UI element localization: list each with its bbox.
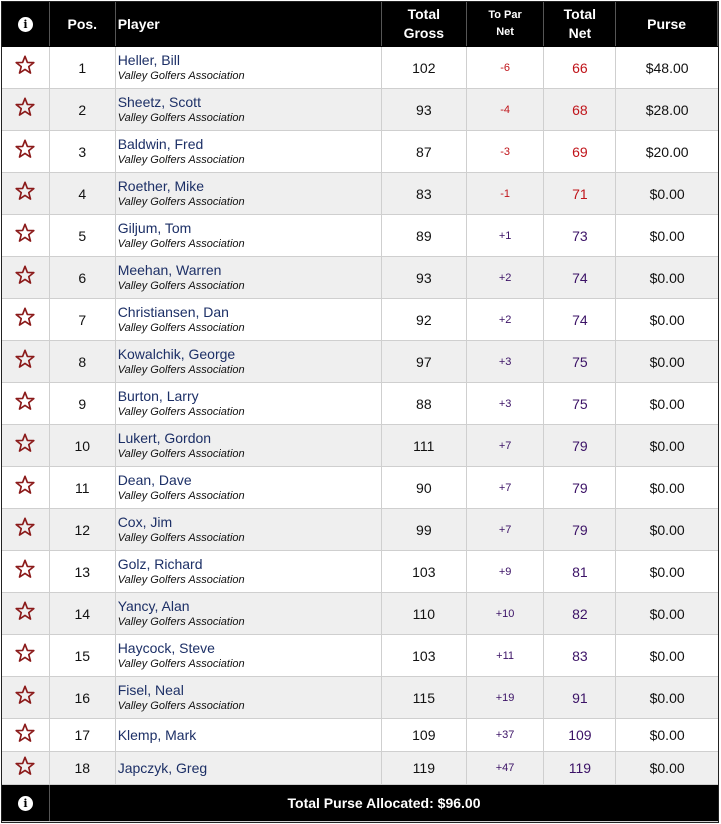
favorite-cell <box>2 467 50 508</box>
star-outline-icon[interactable] <box>14 684 36 711</box>
total-gross: 103 <box>382 635 467 676</box>
star-outline-icon[interactable] <box>14 642 36 669</box>
position: 4 <box>50 173 116 214</box>
header-net-line2: Net <box>568 25 592 41</box>
star-outline-icon[interactable] <box>14 600 36 627</box>
table-header <box>2 2 718 47</box>
to-par-net: +2 <box>467 257 545 298</box>
purse: $0.00 <box>649 689 685 706</box>
total-net: 79 <box>544 467 616 508</box>
player-name[interactable]: Klemp, Mark <box>117 727 197 743</box>
to-par-net: +11 <box>467 635 545 676</box>
position: 10 <box>50 425 116 466</box>
total-net: 73 <box>544 215 616 256</box>
header-total-gross[interactable] <box>382 2 467 46</box>
player-club: Valley Golfers Association <box>117 615 245 628</box>
table-row[interactable] <box>2 215 718 257</box>
total-gross: 89 <box>382 215 467 256</box>
position: 11 <box>50 467 116 508</box>
purse: $0.00 <box>649 479 685 496</box>
total-gross: 93 <box>382 89 467 130</box>
total-gross: 92 <box>382 299 467 340</box>
position: 3 <box>50 131 116 172</box>
purse: $48.00 <box>645 59 689 76</box>
total-gross: 111 <box>382 425 467 466</box>
favorite-cell <box>2 383 50 424</box>
to-par-net: +9 <box>467 551 545 592</box>
player-name[interactable]: Golz, Richard <box>117 555 203 572</box>
purse: $0.00 <box>649 353 685 370</box>
total-gross: 83 <box>382 173 467 214</box>
to-par-net: -1 <box>467 173 545 214</box>
total-net: 109 <box>544 719 616 751</box>
favorite-cell <box>2 131 50 172</box>
table-row[interactable] <box>2 257 718 299</box>
player-name[interactable]: Baldwin, Fred <box>117 135 204 152</box>
purse: $0.00 <box>649 311 685 328</box>
position: 15 <box>50 635 116 676</box>
table-row[interactable] <box>2 467 718 509</box>
purse: $20.00 <box>645 143 689 160</box>
favorite-cell <box>2 509 50 550</box>
total-net: 74 <box>544 299 616 340</box>
player-name[interactable]: Japczyk, Greg <box>117 760 208 776</box>
player-name[interactable]: Dean, Dave <box>117 471 192 488</box>
player-name[interactable]: Giljum, Tom <box>117 219 192 236</box>
player-name[interactable]: Lukert, Gordon <box>117 429 212 446</box>
star-outline-icon[interactable] <box>14 755 36 782</box>
table-row[interactable] <box>2 425 718 467</box>
total-gross: 119 <box>382 752 467 784</box>
player-club: Valley Golfers Association <box>117 489 245 502</box>
table-row[interactable] <box>2 173 718 215</box>
header-to-par-net[interactable] <box>467 2 545 46</box>
position: 5 <box>50 215 116 256</box>
star-outline-icon[interactable] <box>14 558 36 585</box>
player-cell <box>116 467 382 508</box>
purse: $0.00 <box>649 395 685 412</box>
table-row[interactable] <box>2 551 718 593</box>
player-cell <box>116 299 382 340</box>
player-cell <box>116 383 382 424</box>
footer-info-cell <box>2 785 50 821</box>
favorite-cell <box>2 215 50 256</box>
purse: $0.00 <box>649 563 685 580</box>
favorite-cell <box>2 257 50 298</box>
total-gross: 93 <box>382 257 467 298</box>
player-cell <box>116 551 382 592</box>
total-gross: 103 <box>382 551 467 592</box>
player-club: Valley Golfers Association <box>117 69 245 82</box>
purse: $0.00 <box>649 727 685 743</box>
favorite-cell <box>2 719 50 751</box>
header-info-cell <box>2 2 50 46</box>
total-gross: 88 <box>382 383 467 424</box>
total-gross: 102 <box>382 47 467 88</box>
header-gross-line2: Gross <box>403 25 445 41</box>
to-par-net: -6 <box>467 47 545 88</box>
position: 6 <box>50 257 116 298</box>
to-par-net: +7 <box>467 425 545 466</box>
total-gross: 115 <box>382 677 467 718</box>
player-club: Valley Golfers Association <box>117 573 245 586</box>
position: 17 <box>50 719 116 751</box>
favorite-cell <box>2 425 50 466</box>
player-cell <box>116 257 382 298</box>
player-cell <box>116 47 382 88</box>
star-outline-icon[interactable] <box>14 180 36 207</box>
player-cell <box>116 341 382 382</box>
table-row[interactable] <box>2 635 718 677</box>
player-cell <box>116 131 382 172</box>
player-name[interactable]: Haycock, Steve <box>117 639 215 656</box>
header-topar-line1: To Par <box>488 9 522 21</box>
total-net: 81 <box>544 551 616 592</box>
to-par-net: +3 <box>467 341 545 382</box>
total-gross: 99 <box>382 509 467 550</box>
table-row[interactable] <box>2 131 718 173</box>
star-outline-icon[interactable] <box>14 516 36 543</box>
player-club: Valley Golfers Association <box>117 405 245 418</box>
table-body <box>2 47 718 785</box>
star-outline-icon[interactable] <box>14 306 36 333</box>
star-outline-icon[interactable] <box>14 264 36 291</box>
total-gross: 87 <box>382 131 467 172</box>
player-cell <box>116 509 382 550</box>
favorite-cell <box>2 89 50 130</box>
player-cell <box>116 173 382 214</box>
player-name[interactable]: Roether, Mike <box>117 177 205 194</box>
position: 12 <box>50 509 116 550</box>
header-total-net[interactable] <box>544 2 616 46</box>
favorite-cell <box>2 752 50 784</box>
player-name[interactable]: Fisel, Neal <box>117 681 184 698</box>
total-net: 82 <box>544 593 616 634</box>
position: 7 <box>50 299 116 340</box>
favorite-cell <box>2 551 50 592</box>
total-gross: 90 <box>382 467 467 508</box>
total-net: 75 <box>544 341 616 382</box>
total-purse-label: Total Purse Allocated: $96.00 <box>287 795 481 811</box>
star-outline-icon[interactable] <box>14 54 36 81</box>
header-pos[interactable]: Pos. <box>50 2 116 46</box>
table-row[interactable] <box>2 47 718 89</box>
table-row[interactable] <box>2 593 718 635</box>
table-row[interactable] <box>2 299 718 341</box>
player-club: Valley Golfers Association <box>117 153 245 166</box>
to-par-net: -4 <box>467 89 545 130</box>
player-club: Valley Golfers Association <box>117 195 245 208</box>
player-name[interactable]: Kowalchik, George <box>117 345 236 362</box>
star-outline-icon[interactable] <box>14 96 36 123</box>
purse: $0.00 <box>649 647 685 664</box>
favorite-cell <box>2 677 50 718</box>
star-outline-icon[interactable] <box>14 348 36 375</box>
position: 2 <box>50 89 116 130</box>
favorite-cell <box>2 635 50 676</box>
header-player[interactable]: Player <box>116 2 382 46</box>
player-cell <box>116 719 382 751</box>
position: 14 <box>50 593 116 634</box>
purse: $0.00 <box>649 605 685 622</box>
purse: $0.00 <box>649 227 685 244</box>
player-name[interactable]: Cox, Jim <box>117 513 173 530</box>
star-outline-icon[interactable] <box>14 390 36 417</box>
purse: $0.00 <box>649 185 685 202</box>
player-name[interactable]: Yancy, Alan <box>117 597 190 614</box>
favorite-cell <box>2 47 50 88</box>
total-net: 79 <box>544 509 616 550</box>
favorite-cell <box>2 299 50 340</box>
table-row[interactable] <box>2 383 718 425</box>
info-icon[interactable]: i <box>18 796 33 811</box>
favorite-cell <box>2 173 50 214</box>
purse: $0.00 <box>649 521 685 538</box>
total-net: 68 <box>544 89 616 130</box>
header-net-line1: Total <box>563 6 597 22</box>
star-outline-icon[interactable] <box>14 474 36 501</box>
total-gross: 97 <box>382 341 467 382</box>
to-par-net: +3 <box>467 383 545 424</box>
purse: $0.00 <box>649 760 685 776</box>
table-row[interactable] <box>2 341 718 383</box>
to-par-net: +37 <box>467 719 545 751</box>
purse: $28.00 <box>645 101 689 118</box>
table-row[interactable] <box>2 752 718 785</box>
to-par-net: +10 <box>467 593 545 634</box>
total-net: 119 <box>544 752 616 784</box>
player-cell <box>116 593 382 634</box>
to-par-net: +1 <box>467 215 545 256</box>
header-gross-line1: Total <box>407 6 441 22</box>
total-gross: 110 <box>382 593 467 634</box>
player-name[interactable]: Sheetz, Scott <box>117 93 201 110</box>
total-net: 69 <box>544 131 616 172</box>
total-net: 91 <box>544 677 616 718</box>
player-club: Valley Golfers Association <box>117 657 245 670</box>
total-net: 66 <box>544 47 616 88</box>
player-club: Valley Golfers Association <box>117 237 245 250</box>
star-outline-icon[interactable] <box>14 432 36 459</box>
table-footer <box>2 785 718 822</box>
total-net: 79 <box>544 425 616 466</box>
total-net: 83 <box>544 635 616 676</box>
favorite-cell <box>2 593 50 634</box>
header-topar-line2: Net <box>496 26 514 38</box>
player-club: Valley Golfers Association <box>117 363 245 376</box>
purse: $0.00 <box>649 437 685 454</box>
total-net: 75 <box>544 383 616 424</box>
star-outline-icon[interactable] <box>14 222 36 249</box>
player-cell <box>116 215 382 256</box>
table-row[interactable] <box>2 89 718 131</box>
player-name[interactable]: Christiansen, Dan <box>117 303 229 320</box>
star-outline-icon[interactable] <box>14 722 36 749</box>
position: 1 <box>50 47 116 88</box>
player-club: Valley Golfers Association <box>117 447 245 460</box>
player-club: Valley Golfers Association <box>117 279 245 292</box>
player-club: Valley Golfers Association <box>117 531 245 544</box>
position: 8 <box>50 341 116 382</box>
total-net: 74 <box>544 257 616 298</box>
position: 16 <box>50 677 116 718</box>
total-net: 71 <box>544 173 616 214</box>
player-name[interactable]: Meehan, Warren <box>117 261 222 278</box>
to-par-net: +19 <box>467 677 545 718</box>
to-par-net: +2 <box>467 299 545 340</box>
to-par-net: -3 <box>467 131 545 172</box>
player-cell <box>116 635 382 676</box>
to-par-net: +47 <box>467 752 545 784</box>
purse: $0.00 <box>649 269 685 286</box>
header-purse[interactable]: Purse <box>616 2 718 46</box>
player-cell <box>116 752 382 784</box>
position: 13 <box>50 551 116 592</box>
player-cell <box>116 677 382 718</box>
position: 9 <box>50 383 116 424</box>
table-row[interactable] <box>2 677 718 719</box>
player-club: Valley Golfers Association <box>117 321 245 334</box>
favorite-cell <box>2 341 50 382</box>
table-row[interactable] <box>2 509 718 551</box>
player-name[interactable]: Heller, Bill <box>117 51 180 68</box>
player-club: Valley Golfers Association <box>117 699 245 712</box>
player-cell <box>116 89 382 130</box>
player-club: Valley Golfers Association <box>117 111 245 124</box>
table-row[interactable] <box>2 719 718 752</box>
position: 18 <box>50 752 116 784</box>
to-par-net: +7 <box>467 467 545 508</box>
info-icon[interactable]: i <box>18 17 33 32</box>
star-outline-icon[interactable] <box>14 138 36 165</box>
leaderboard-table <box>1 1 719 823</box>
player-cell <box>116 425 382 466</box>
to-par-net: +7 <box>467 509 545 550</box>
player-name[interactable]: Burton, Larry <box>117 387 199 404</box>
total-gross: 109 <box>382 719 467 751</box>
